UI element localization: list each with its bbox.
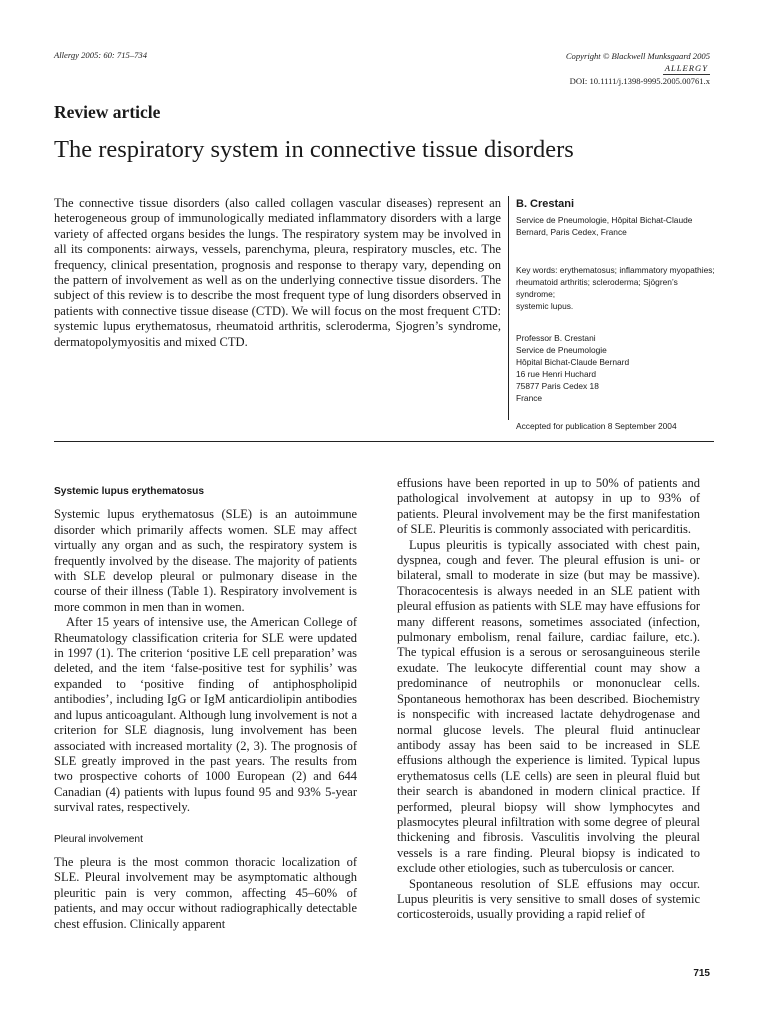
body-paragraph: effusions have been reported in up to 50% of patients and pathological involvement at autopsy in up to 93% of patients. Pleural involvement may be the first manifestation of SLE. Pleuritis is commonly associated with pericarditis. xyxy=(397,476,700,537)
correspondence-line: Hôpital Bichat-Claude Bernard xyxy=(516,357,630,367)
body-column-left xyxy=(54,476,357,932)
doi-line[interactable]: DOI: 10.1111/j.1398-9995.2005.00761.x xyxy=(569,76,710,86)
correspondence-line: France xyxy=(516,393,543,403)
abstract-divider xyxy=(508,196,509,420)
body-paragraph: Lupus pleuritis is typically associated with chest pain, dyspnea, cough and fever. The pleural effusion is uni- or bilateral, small to moderate in size (but may be massive). Thoracocentesis is always needed in an SLE patient with pleural effusion as patients with SLE may have effusions for many different reasons, sometimes associated (infection, pulmonary embolism, renal failure, cardiac failure, etc.). The typical effusion is a serous or serosanguineous sterile exudate. The leukocyte differential count may show a predominance of neutrophils or mononuclear cells. Spontaneous hemothorax has been described. Biochemistry is nonspecific with increased lactate dehydrogenase and normal glucose levels. The pleural fluid antinuclear antibody assay has been said to be increased in SLE effusions although the experience is limited. Typical lupus erythematosus cells (LE cells) are seen in pleural fluid but their search is abandoned in modern clinical practice. If performed, pleural biopsy will show lymphocytes and plasmocytes pleural infiltration with some degree of pleural thickening and fibrosis. Vasculitis involving the pleural vessels is a rare finding. Pleural biopsy is indicated to exclude other etiologies, such as tuberculosis or cancer. xyxy=(397,537,700,876)
affiliation-line: Service de Pneumologie, Hôpital Bichat-Claude xyxy=(516,215,693,225)
correspondence-line: Professor B. Crestani xyxy=(516,333,596,343)
page-number: 715 xyxy=(693,968,710,979)
body-column-right xyxy=(397,476,700,923)
section-heading: Systemic lupus erythematosus xyxy=(54,486,205,497)
body-paragraph: The pleura is the most common thoracic localization of SLE. Pleural involvement may be asymptomatic although pleuritic pain is very common, affecting 45–60% of patients, and may occur without radiographically detectable chest effusion. Clinically apparent xyxy=(54,854,357,931)
article-title: The respiratory system in connective tissue disorders xyxy=(54,136,574,163)
subsection-heading: Pleural involvement xyxy=(54,833,143,845)
header-right xyxy=(566,50,710,87)
author-sidebar xyxy=(516,198,716,432)
correspondence-line: Service de Pneumologie xyxy=(516,345,607,355)
keywords-line: Key words: erythematosus; inflammatory myopathies; xyxy=(516,265,715,275)
keywords-line: rheumatoid arthritis; scleroderma; Sjögren’s syndrome; xyxy=(516,277,678,299)
affiliation xyxy=(516,214,716,238)
article-type: Review article xyxy=(54,102,161,122)
correspondence xyxy=(516,332,716,404)
keywords-line: systemic lupus. xyxy=(516,301,574,311)
correspondence-line: 75877 Paris Cedex 18 xyxy=(516,381,599,391)
body-paragraph: Spontaneous resolution of SLE effusions may occur. Lupus pleuritis is very sensitive to small doses of systemic corticosteroids, usually providing a rapid relief of xyxy=(397,876,700,922)
abstract: The connective tissue disorders (also called collagen vascular diseases) represent an heterogeneous group of immunologically mediated inflammatory disorders with a large variety of affected organs besides the lungs. The respiratory system may be involved in all its components: airways, vessels, parenchyma, pleura, respiratory muscles, etc. The frequency, clinical presentation, prognosis and response to therapy vary, depending on the pattern of involvement as well as on the underlying connective tissue disorders. The subject of this review is to describe the most frequent type of lung disorders observed in patients with connective tissue disease (CTD). We will focus on the most frequent CTD: systemic lupus erythematosus, rheumatoid arthritis, scleroderma, Sjogren’s syndrome, dermatopolymyositis and mixed CTD. xyxy=(54,196,501,349)
body-paragraph: After 15 years of intensive use, the American College of Rheumatology classification criteria for SLE were updated in 1997 (1). The criterion ‘positive LE cell preparation’ was deleted, and the item ‘false-positive test for syphilis’ was expanded to ‘positive finding of antiphospholipid antibodies’, including IgG or IgM anticardiolipin antibodies and lupus anticoagulant. Although lung involvement is not a criterion for SLE diagnosis, lung involvement has been associated with increased mortality (2, 3). The prognosis of SLE greatly improved in the past years. The results from two prospective cohorts of 1000 European (2) and 644 Canadian (4) patients with lupus found 95 and 93% 5-year survival rates, respectively. xyxy=(54,615,357,815)
accepted-date: Accepted for publication 8 September 2004 xyxy=(516,421,677,431)
journal-reference: Allergy 2005: 60: 715–734 xyxy=(54,50,148,60)
affiliation-line: Bernard, Paris Cedex, France xyxy=(516,227,627,237)
keywords xyxy=(516,264,716,312)
author-name: B. Crestani xyxy=(516,198,575,210)
correspondence-line: 16 rue Henri Huchard xyxy=(516,369,597,379)
section-divider xyxy=(54,441,714,442)
copyright-line: Copyright © Blackwell Munksgaard 2005 xyxy=(565,51,710,61)
body-paragraph: Systemic lupus erythematosus (SLE) is an autoimmune disorder which primarily affects women. SLE may affect virtually any organ and as such, the respiratory system is frequently involved by the disease. The majority of patients with SLE develop pleural or pulmonary disease in the course of their illness (Table 1). Respiratory involvement is more common in men than in women. xyxy=(54,507,357,614)
journal-name: ALLERGY xyxy=(664,63,708,73)
